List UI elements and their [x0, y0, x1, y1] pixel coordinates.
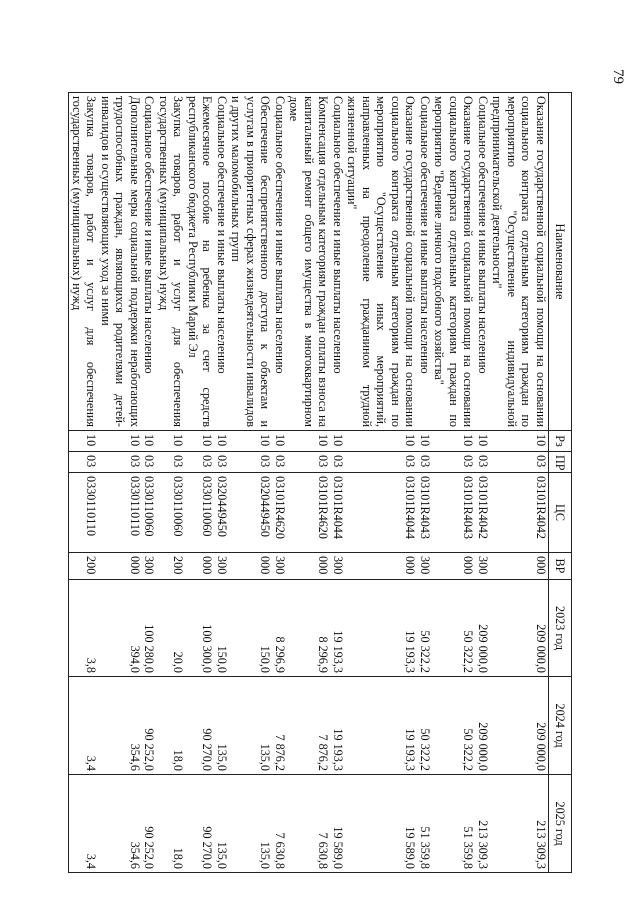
- cell-rz: 10: [142, 431, 157, 452]
- cell-2025: 90 270,0: [186, 775, 215, 873]
- cell-vr: 300: [418, 553, 433, 580]
- cell-2023: 100 280,0: [142, 580, 157, 677]
- cell-2025: 213 309,3: [490, 775, 549, 873]
- cell-rz: 10: [215, 431, 230, 452]
- cell-vr: 300: [215, 553, 230, 580]
- cell-name: Социальное обеспечение и иные выплаты населению: [215, 93, 230, 431]
- cell-2023: 209 000,0: [476, 580, 491, 677]
- cell-cs: 0320449450: [215, 473, 230, 553]
- cell-pr: 03: [69, 452, 99, 473]
- cell-2025: 18,0: [157, 775, 186, 873]
- cell-2024: 50 322,2: [432, 677, 476, 775]
- cell-cs: 03101R4043: [432, 473, 476, 553]
- table-row: [331, 93, 346, 873]
- cell-2023: 19 193,3: [345, 580, 418, 677]
- cell-cs: 0330110060: [157, 473, 186, 553]
- cell-rz: 10: [273, 431, 288, 452]
- cell-cs: 03101R4044: [331, 473, 346, 553]
- cell-name: Социальное обеспечение и иные выплаты населению: [142, 93, 157, 431]
- table-row: [273, 93, 288, 873]
- cell-2024: 19 193,3: [345, 677, 418, 775]
- cell-pr: 03: [490, 452, 549, 473]
- cell-vr: 300: [476, 553, 491, 580]
- cell-cs: 0330110060: [142, 473, 157, 553]
- cell-name: Дополнительные меры социальной поддержки неработающих трудоспособных граждан, являющихся родителями детей-инвалидов и осуществляющих уход за ними: [99, 93, 143, 431]
- cell-vr: 000: [490, 553, 549, 580]
- cell-cs: 03101R4620: [273, 473, 288, 553]
- page-number: 79: [610, 69, 626, 84]
- cell-name: Обеспечение беспрепятственного доступа к объектам и услугам в приоритетных сферах жизнедеятельности инвалидов и других маломобильных групп: [229, 93, 273, 431]
- cell-2025: 3,4: [69, 775, 99, 873]
- cell-rz: 10: [287, 431, 331, 452]
- cell-vr: 000: [99, 553, 143, 580]
- cell-2025: 354,6: [99, 775, 143, 873]
- cell-rz: 10: [490, 431, 549, 452]
- cell-rz: 10: [69, 431, 99, 452]
- cell-rz: 10: [418, 431, 433, 452]
- cell-2024: 90 252,0: [142, 677, 157, 775]
- cell-2024: 90 270,0: [186, 677, 215, 775]
- cell-2025: 19 589,0: [331, 775, 346, 873]
- rotated-page: [40, 92, 572, 872]
- table-row: [345, 93, 418, 873]
- cell-pr: 03: [142, 452, 157, 473]
- cell-vr: 300: [273, 553, 288, 580]
- cell-2025: 135,0: [229, 775, 273, 873]
- table-row: [418, 93, 433, 873]
- cell-2025: 213 309,3: [476, 775, 491, 873]
- cell-2023: 19 193,3: [331, 580, 346, 677]
- cell-2023: 209 000,0: [490, 580, 549, 677]
- cell-vr: 000: [186, 553, 215, 580]
- table-header-row: [549, 93, 572, 873]
- cell-2025: 90 252,0: [142, 775, 157, 873]
- cell-pr: 03: [99, 452, 143, 473]
- cell-2023: 150,0: [229, 580, 273, 677]
- cell-2024: 354,6: [99, 677, 143, 775]
- cell-rz: 10: [229, 431, 273, 452]
- header-2024: 2024 год: [549, 677, 572, 775]
- cell-cs: 03101R4042: [490, 473, 549, 553]
- cell-rz: 10: [157, 431, 186, 452]
- cell-rz: 10: [345, 431, 418, 452]
- cell-vr: 300: [331, 553, 346, 580]
- cell-vr: 000: [345, 553, 418, 580]
- cell-2024: 209 000,0: [490, 677, 549, 775]
- header-2023: 2023 год: [549, 580, 572, 677]
- cell-vr: 000: [432, 553, 476, 580]
- cell-name: Социальное обеспечение и иные выплаты населению: [273, 93, 288, 431]
- cell-2023: 100 300,0: [186, 580, 215, 677]
- cell-pr: 03: [418, 452, 433, 473]
- cell-2024: 135,0: [229, 677, 273, 775]
- cell-2024: 209 000,0: [476, 677, 491, 775]
- cell-pr: 03: [287, 452, 331, 473]
- cell-name: Оказание государственной социальной помощи на основании социального контракта отдельным категориям граждан по мероприятию "Осуществление индивидуальной предпринимательской деятельности": [490, 93, 549, 431]
- cell-name: Социальное обеспечение и иные выплаты населению: [331, 93, 346, 431]
- cell-2025: 51 359,8: [418, 775, 433, 873]
- cell-vr: 300: [142, 553, 157, 580]
- cell-cs: 0320449450: [229, 473, 273, 553]
- cell-2024: 50 322,2: [418, 677, 433, 775]
- cell-name: Оказание государственной социальной помощи на основании социального контракта отдельным категориям граждан по мероприятию "Осуществление иных мероприятий, направленных на преодоление гражданином трудной жизненной ситуации": [345, 93, 418, 431]
- cell-cs: 03101R4044: [345, 473, 418, 553]
- header-vr: ВР: [549, 553, 572, 580]
- table-row: [476, 93, 491, 873]
- table-row: [99, 93, 143, 873]
- cell-name: Ежемесячное пособие на ребенка за счет средств республиканского бюджета Республики Марий Эл: [186, 93, 215, 431]
- header-pr: ПР: [549, 452, 572, 473]
- cell-2023: 394,0: [99, 580, 143, 677]
- cell-pr: 03: [186, 452, 215, 473]
- cell-rz: 10: [331, 431, 346, 452]
- table-row: [157, 93, 186, 873]
- cell-2025: 7 630,8: [287, 775, 331, 873]
- cell-2023: 20,0: [157, 580, 186, 677]
- header-cs: ЦС: [549, 473, 572, 553]
- cell-cs: 0330110110: [69, 473, 99, 553]
- cell-2023: 50 322,2: [418, 580, 433, 677]
- cell-cs: 03101R4042: [476, 473, 491, 553]
- cell-vr: 200: [69, 553, 99, 580]
- cell-rz: 10: [186, 431, 215, 452]
- cell-2025: 51 359,8: [432, 775, 476, 873]
- table-row: [490, 93, 549, 873]
- cell-2024: 135,0: [215, 677, 230, 775]
- cell-cs: 03101R4043: [418, 473, 433, 553]
- table-row: [287, 93, 331, 873]
- header-name: Наименование: [549, 93, 572, 431]
- cell-rz: 10: [432, 431, 476, 452]
- cell-pr: 03: [331, 452, 346, 473]
- budget-table: [69, 92, 573, 873]
- cell-pr: 03: [157, 452, 186, 473]
- cell-2023: 8 296,9: [287, 580, 331, 677]
- cell-2024: 18,0: [157, 677, 186, 775]
- header-2025: 2025 год: [549, 775, 572, 873]
- cell-cs: 03101R4620: [287, 473, 331, 553]
- cell-2023: 150,0: [215, 580, 230, 677]
- table-row: [229, 93, 273, 873]
- cell-pr: 03: [476, 452, 491, 473]
- cell-pr: 03: [432, 452, 476, 473]
- cell-2025: 7 630,8: [273, 775, 288, 873]
- cell-pr: 03: [345, 452, 418, 473]
- cell-vr: 200: [157, 553, 186, 580]
- cell-pr: 03: [273, 452, 288, 473]
- cell-2023: 50 322,2: [432, 580, 476, 677]
- table-body: [69, 93, 549, 873]
- cell-cs: 0330110060: [186, 473, 215, 553]
- cell-2024: 3,4: [69, 677, 99, 775]
- table-row: [432, 93, 476, 873]
- cell-name: Социальное обеспечение и иные выплаты населению: [418, 93, 433, 431]
- cell-name: Закупка товаров, работ и услуг для обеспечения государственных (муниципальных) нужд: [69, 93, 99, 431]
- cell-2024: 7 876,2: [273, 677, 288, 775]
- cell-vr: 000: [287, 553, 331, 580]
- cell-vr: 000: [229, 553, 273, 580]
- cell-name: Компенсация отдельным категориям граждан оплаты взноса на капитальный ремонт общего имущества в многоквартирном доме: [287, 93, 331, 431]
- cell-name: Закупка товаров, работ и услуг для обеспечения государственных (муниципальных) нужд: [157, 93, 186, 431]
- cell-cs: 0330110110: [99, 473, 143, 553]
- cell-2023: 3,8: [69, 580, 99, 677]
- cell-rz: 10: [99, 431, 143, 452]
- cell-2024: 7 876,2: [287, 677, 331, 775]
- cell-rz: 10: [476, 431, 491, 452]
- cell-name: Оказание государственной социальной помощи на основании социального контракта отдельным категориям граждан по мероприятию "Ведение личного подсобного хозяйства": [432, 93, 476, 431]
- table-row: [69, 93, 99, 873]
- header-rz: Рз: [549, 431, 572, 452]
- table-row: [186, 93, 215, 873]
- cell-2025: 19 589,0: [345, 775, 418, 873]
- cell-2025: 135,0: [215, 775, 230, 873]
- table-row: [215, 93, 230, 873]
- cell-name: Социальное обеспечение и иные выплаты населению: [476, 93, 491, 431]
- cell-pr: 03: [215, 452, 230, 473]
- table-row: [142, 93, 157, 873]
- cell-2024: 19 193,3: [331, 677, 346, 775]
- cell-pr: 03: [229, 452, 273, 473]
- cell-2023: 8 296,9: [273, 580, 288, 677]
